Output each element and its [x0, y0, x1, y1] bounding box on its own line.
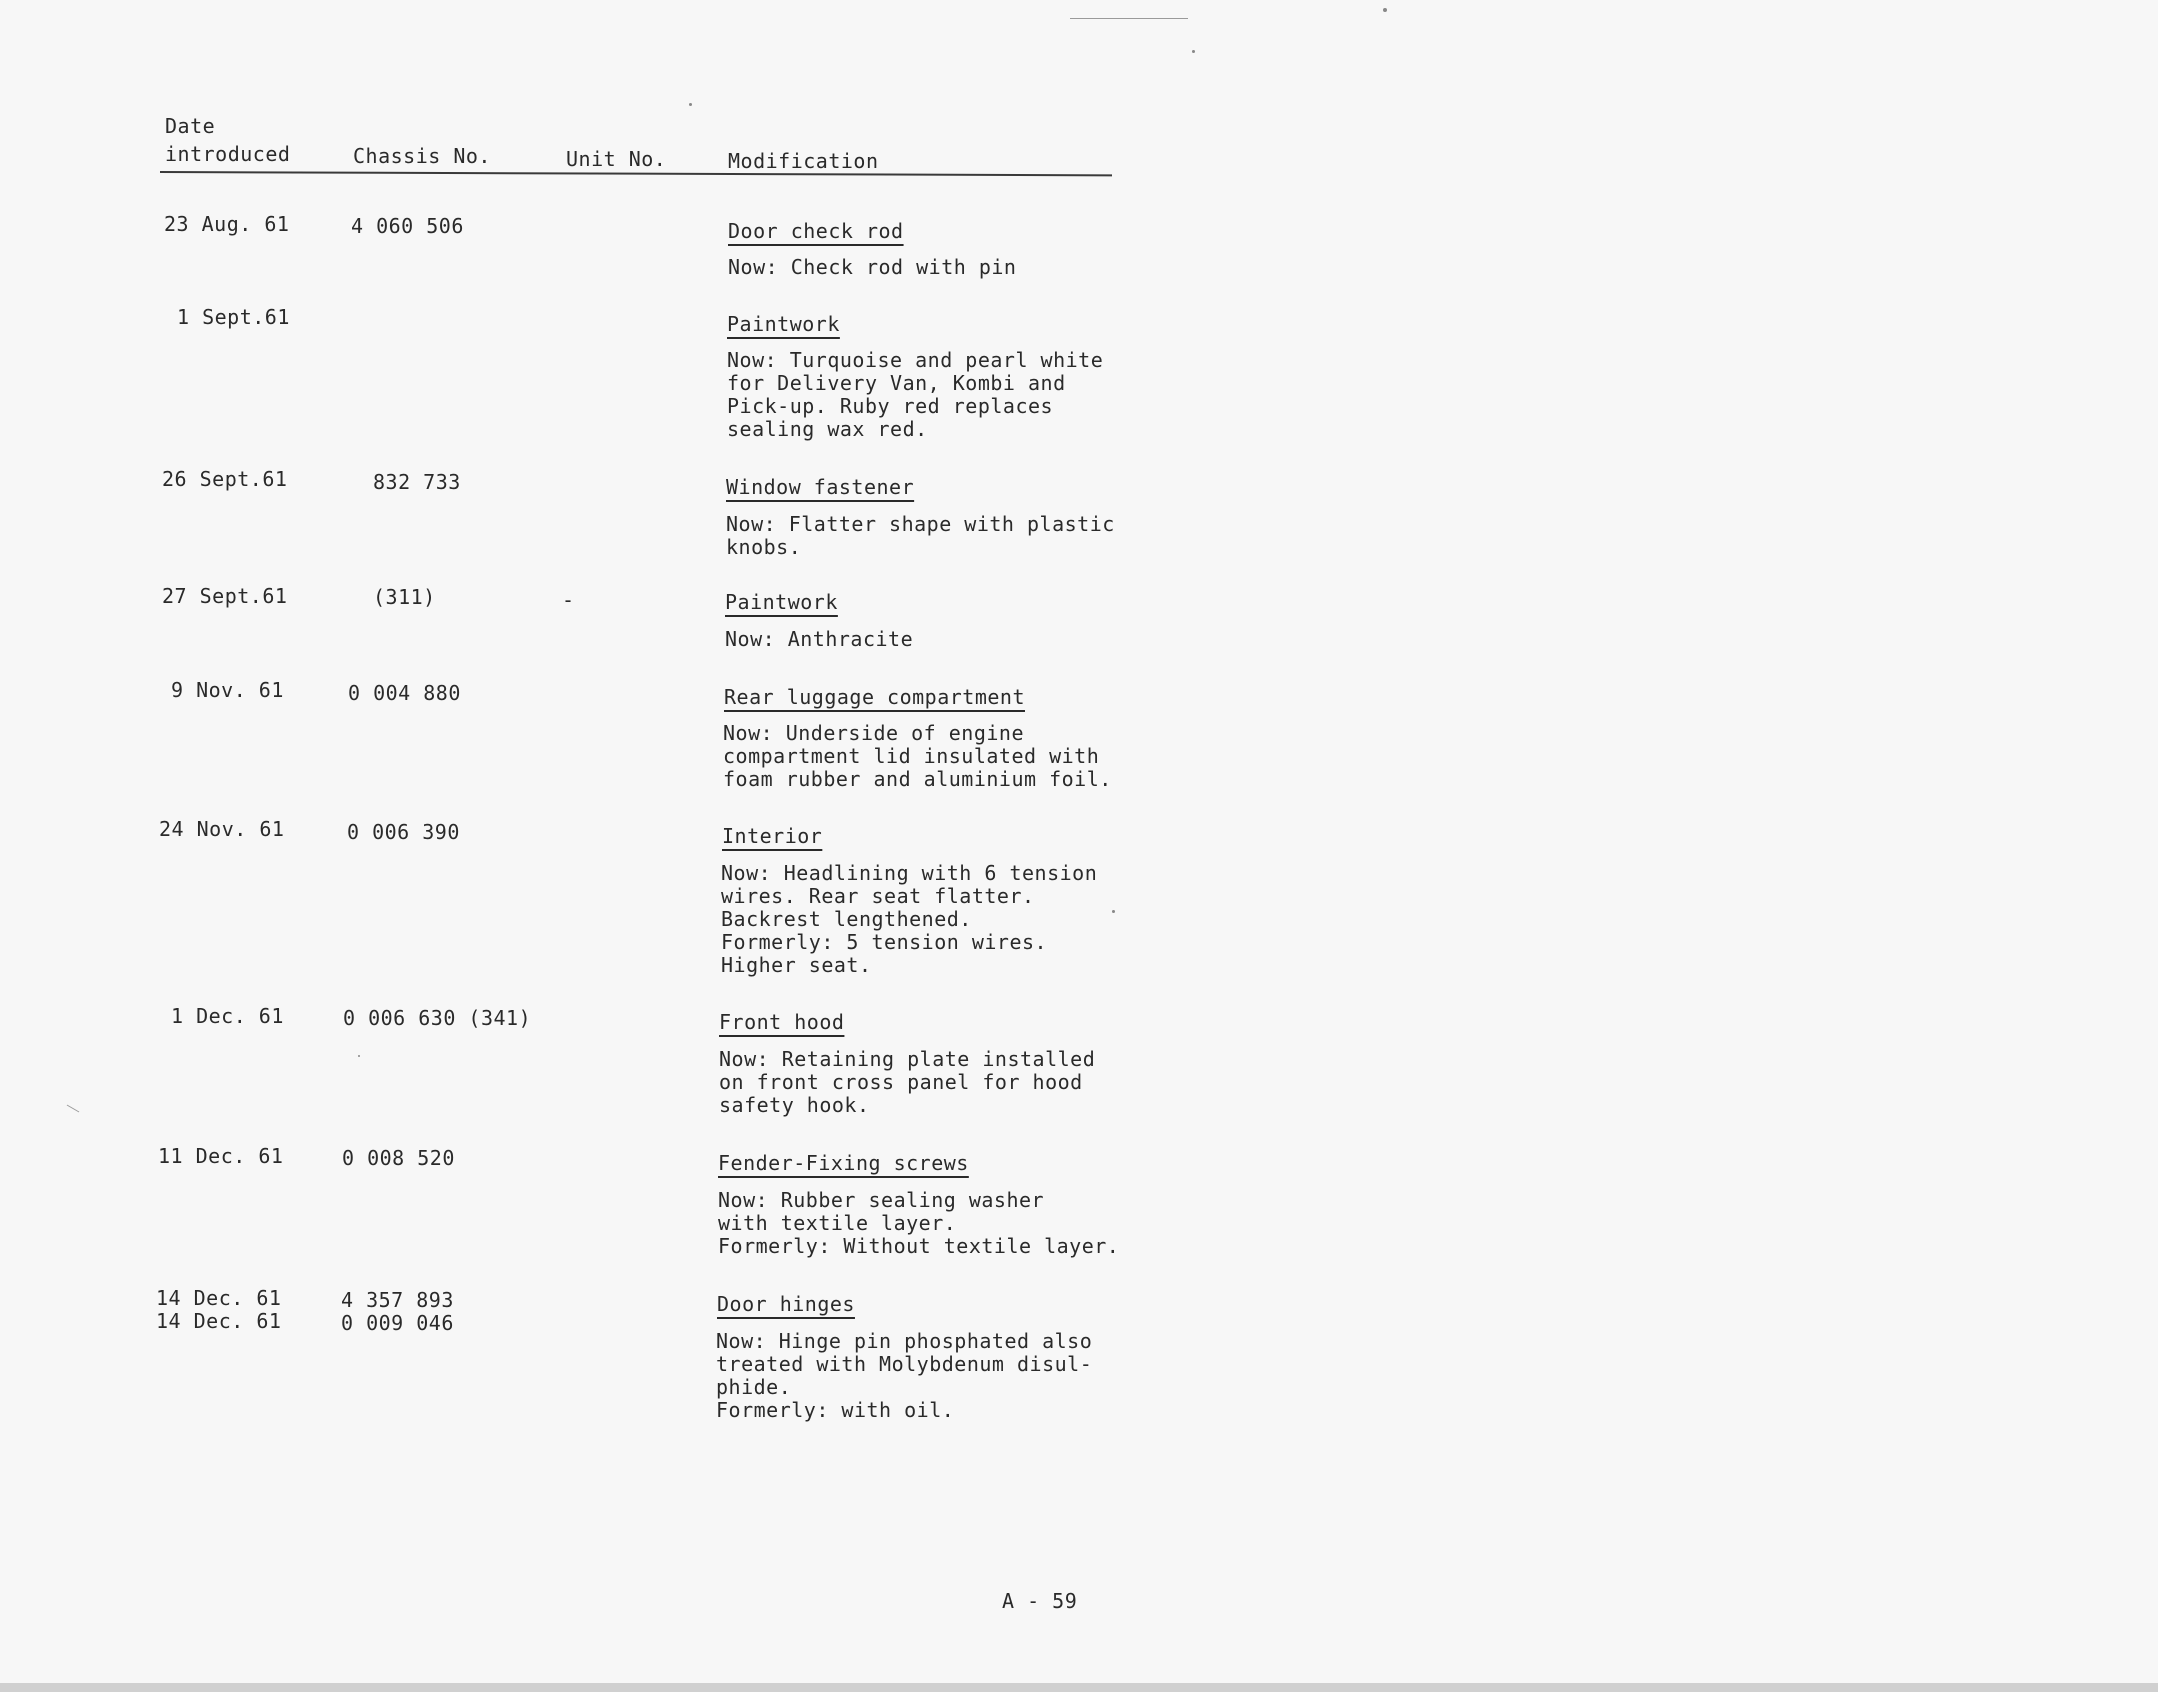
- row-date: 27 Sept.61: [162, 584, 288, 608]
- row-unit: -: [562, 588, 575, 612]
- row-date: 11 Dec. 61: [158, 1144, 284, 1168]
- header-chassis: Chassis No.: [353, 144, 491, 168]
- row-desc: Now: Check rod with pin: [728, 255, 1017, 279]
- row-chassis: 0 006 390: [347, 820, 460, 844]
- row-chassis: 4 357 893 0 009 046: [341, 1288, 454, 1335]
- row-title: Interior: [722, 824, 823, 848]
- header-date-line1: Date: [165, 114, 216, 138]
- row-desc: Now: Anthracite: [725, 627, 914, 651]
- scan-speck: [1192, 50, 1195, 53]
- row-title: Door hinges: [717, 1292, 855, 1316]
- row-desc: Now: Hinge pin phosphated also treated with Molybdenum disul- phide. Formerly: with oil.: [716, 1329, 1093, 1422]
- row-date: 9 Nov. 61: [171, 678, 284, 702]
- row-date: 14 Dec. 61 14 Dec. 61: [156, 1286, 282, 1333]
- row-chassis: 0 008 520: [342, 1146, 455, 1170]
- row-title: Paintwork: [727, 312, 840, 336]
- row-title: Front hood: [719, 1010, 845, 1034]
- scan-mark-line: [67, 1105, 80, 1113]
- scan-speck: [1383, 8, 1387, 12]
- row-date: 23 Aug. 61: [164, 212, 290, 236]
- row-desc: Now: Underside of engine compartment lid insulated with foam rubber and aluminium foil.: [723, 721, 1112, 791]
- page-number: A - 59: [1002, 1589, 1078, 1613]
- row-date: 1 Dec. 61: [171, 1004, 284, 1028]
- row-title: Fender-Fixing screws: [718, 1151, 969, 1175]
- header-unit: Unit No.: [566, 147, 667, 171]
- row-date: 26 Sept.61: [162, 467, 288, 491]
- row-title: Window fastener: [726, 475, 915, 499]
- row-chassis: 4 060 506: [351, 214, 464, 238]
- scan-speck: [689, 103, 692, 106]
- scan-speck: [1112, 910, 1115, 913]
- row-desc: Now: Turquoise and pearl white for Delivery Van, Kombi and Pick-up. Ruby red replaces sealing wax red.: [727, 348, 1104, 441]
- row-chassis: 0 004 880: [348, 681, 461, 705]
- row-date: 1 Sept.61: [177, 305, 290, 329]
- row-desc: Now: Headlining with 6 tension wires. Rear seat flatter. Backrest lengthened. Formerly: 5 tension wires. Higher seat.: [721, 861, 1098, 977]
- row-desc: Now: Rubber sealing washer with textile layer. Formerly: Without textile layer.: [718, 1188, 1120, 1258]
- header-date-line2: introduced: [165, 142, 291, 166]
- row-title: Rear luggage compartment: [724, 685, 1025, 709]
- scan-bottom-edge: [0, 1683, 2158, 1692]
- header-rule: [160, 171, 1112, 176]
- scan-speck: [358, 1055, 360, 1057]
- row-desc: Now: Retaining plate installed on front cross panel for hood safety hook.: [719, 1047, 1096, 1117]
- row-title: Paintwork: [725, 590, 838, 614]
- row-chassis: 0 006 630 (341): [343, 1006, 532, 1030]
- row-title: Door check rod: [728, 219, 904, 243]
- row-chassis: 832 733: [373, 470, 461, 494]
- row-desc: Now: Flatter shape with plastic knobs.: [726, 512, 1115, 559]
- scan-mark-line: [1070, 18, 1188, 19]
- row-chassis: (311): [373, 585, 436, 609]
- row-date: 24 Nov. 61: [159, 817, 285, 841]
- header-modification: Modification: [728, 149, 879, 173]
